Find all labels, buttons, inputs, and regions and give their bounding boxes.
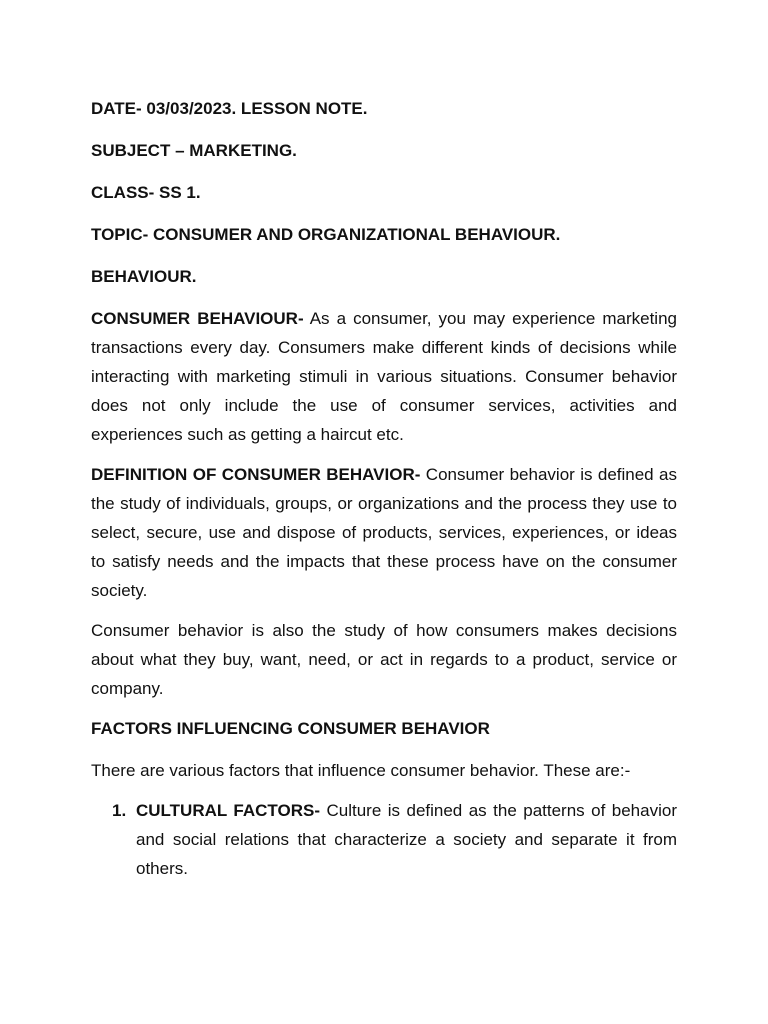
date-line: DATE- 03/03/2023. LESSON NOTE.: [91, 99, 368, 118]
cultural-factors-term: CULTURAL FACTORS-: [136, 801, 321, 820]
definition-paragraph: [91, 460, 677, 605]
factors-list: [91, 796, 677, 883]
cultural-factors-text: Culture is defined as the patterns of behavior and social relations that characterize a society and separate it from others.: [136, 801, 677, 878]
consumer-behaviour-term: CONSUMER BEHAVIOUR-: [91, 309, 304, 328]
section-heading: BEHAVIOUR.: [91, 267, 197, 286]
factors-heading: FACTORS INFLUENCING CONSUMER BEHAVIOR: [91, 719, 490, 738]
class-line: CLASS- SS 1.: [91, 183, 201, 202]
topic-line: TOPIC- CONSUMER AND ORGANIZATIONAL BEHAVIOUR.: [91, 225, 561, 244]
subject-line: SUBJECT – MARKETING.: [91, 141, 297, 160]
factors-intro-paragraph: There are various factors that influence consumer behavior. These are:-: [91, 761, 631, 780]
list-item: [91, 796, 677, 883]
consumer-behaviour-paragraph: [91, 304, 677, 449]
also-study-paragraph: Consumer behavior is also the study of how consumers makes decisions about what they buy, want, need, or act in regards to a product, service or company.: [91, 621, 677, 698]
lesson-note-content: [91, 94, 677, 883]
definition-text: Consumer behavior is defined as the study of individuals, groups, or organizations and the process they use to select, secure, use and dispose of products, services, experiences, or ideas to satisfy needs and the impacts that these process have on the consumer society.: [91, 465, 677, 600]
definition-term: DEFINITION OF CONSUMER BEHAVIOR-: [91, 465, 421, 484]
list-item-number: 1.: [112, 801, 127, 820]
consumer-behaviour-text: As a consumer, you may experience marketing transactions every day. Consumers make different kinds of decisions while interacting with marketing stimuli in various situations. Consumer behavior does not only include the use of consumer services, activities and experiences such as getting a haircut etc.: [91, 309, 677, 444]
